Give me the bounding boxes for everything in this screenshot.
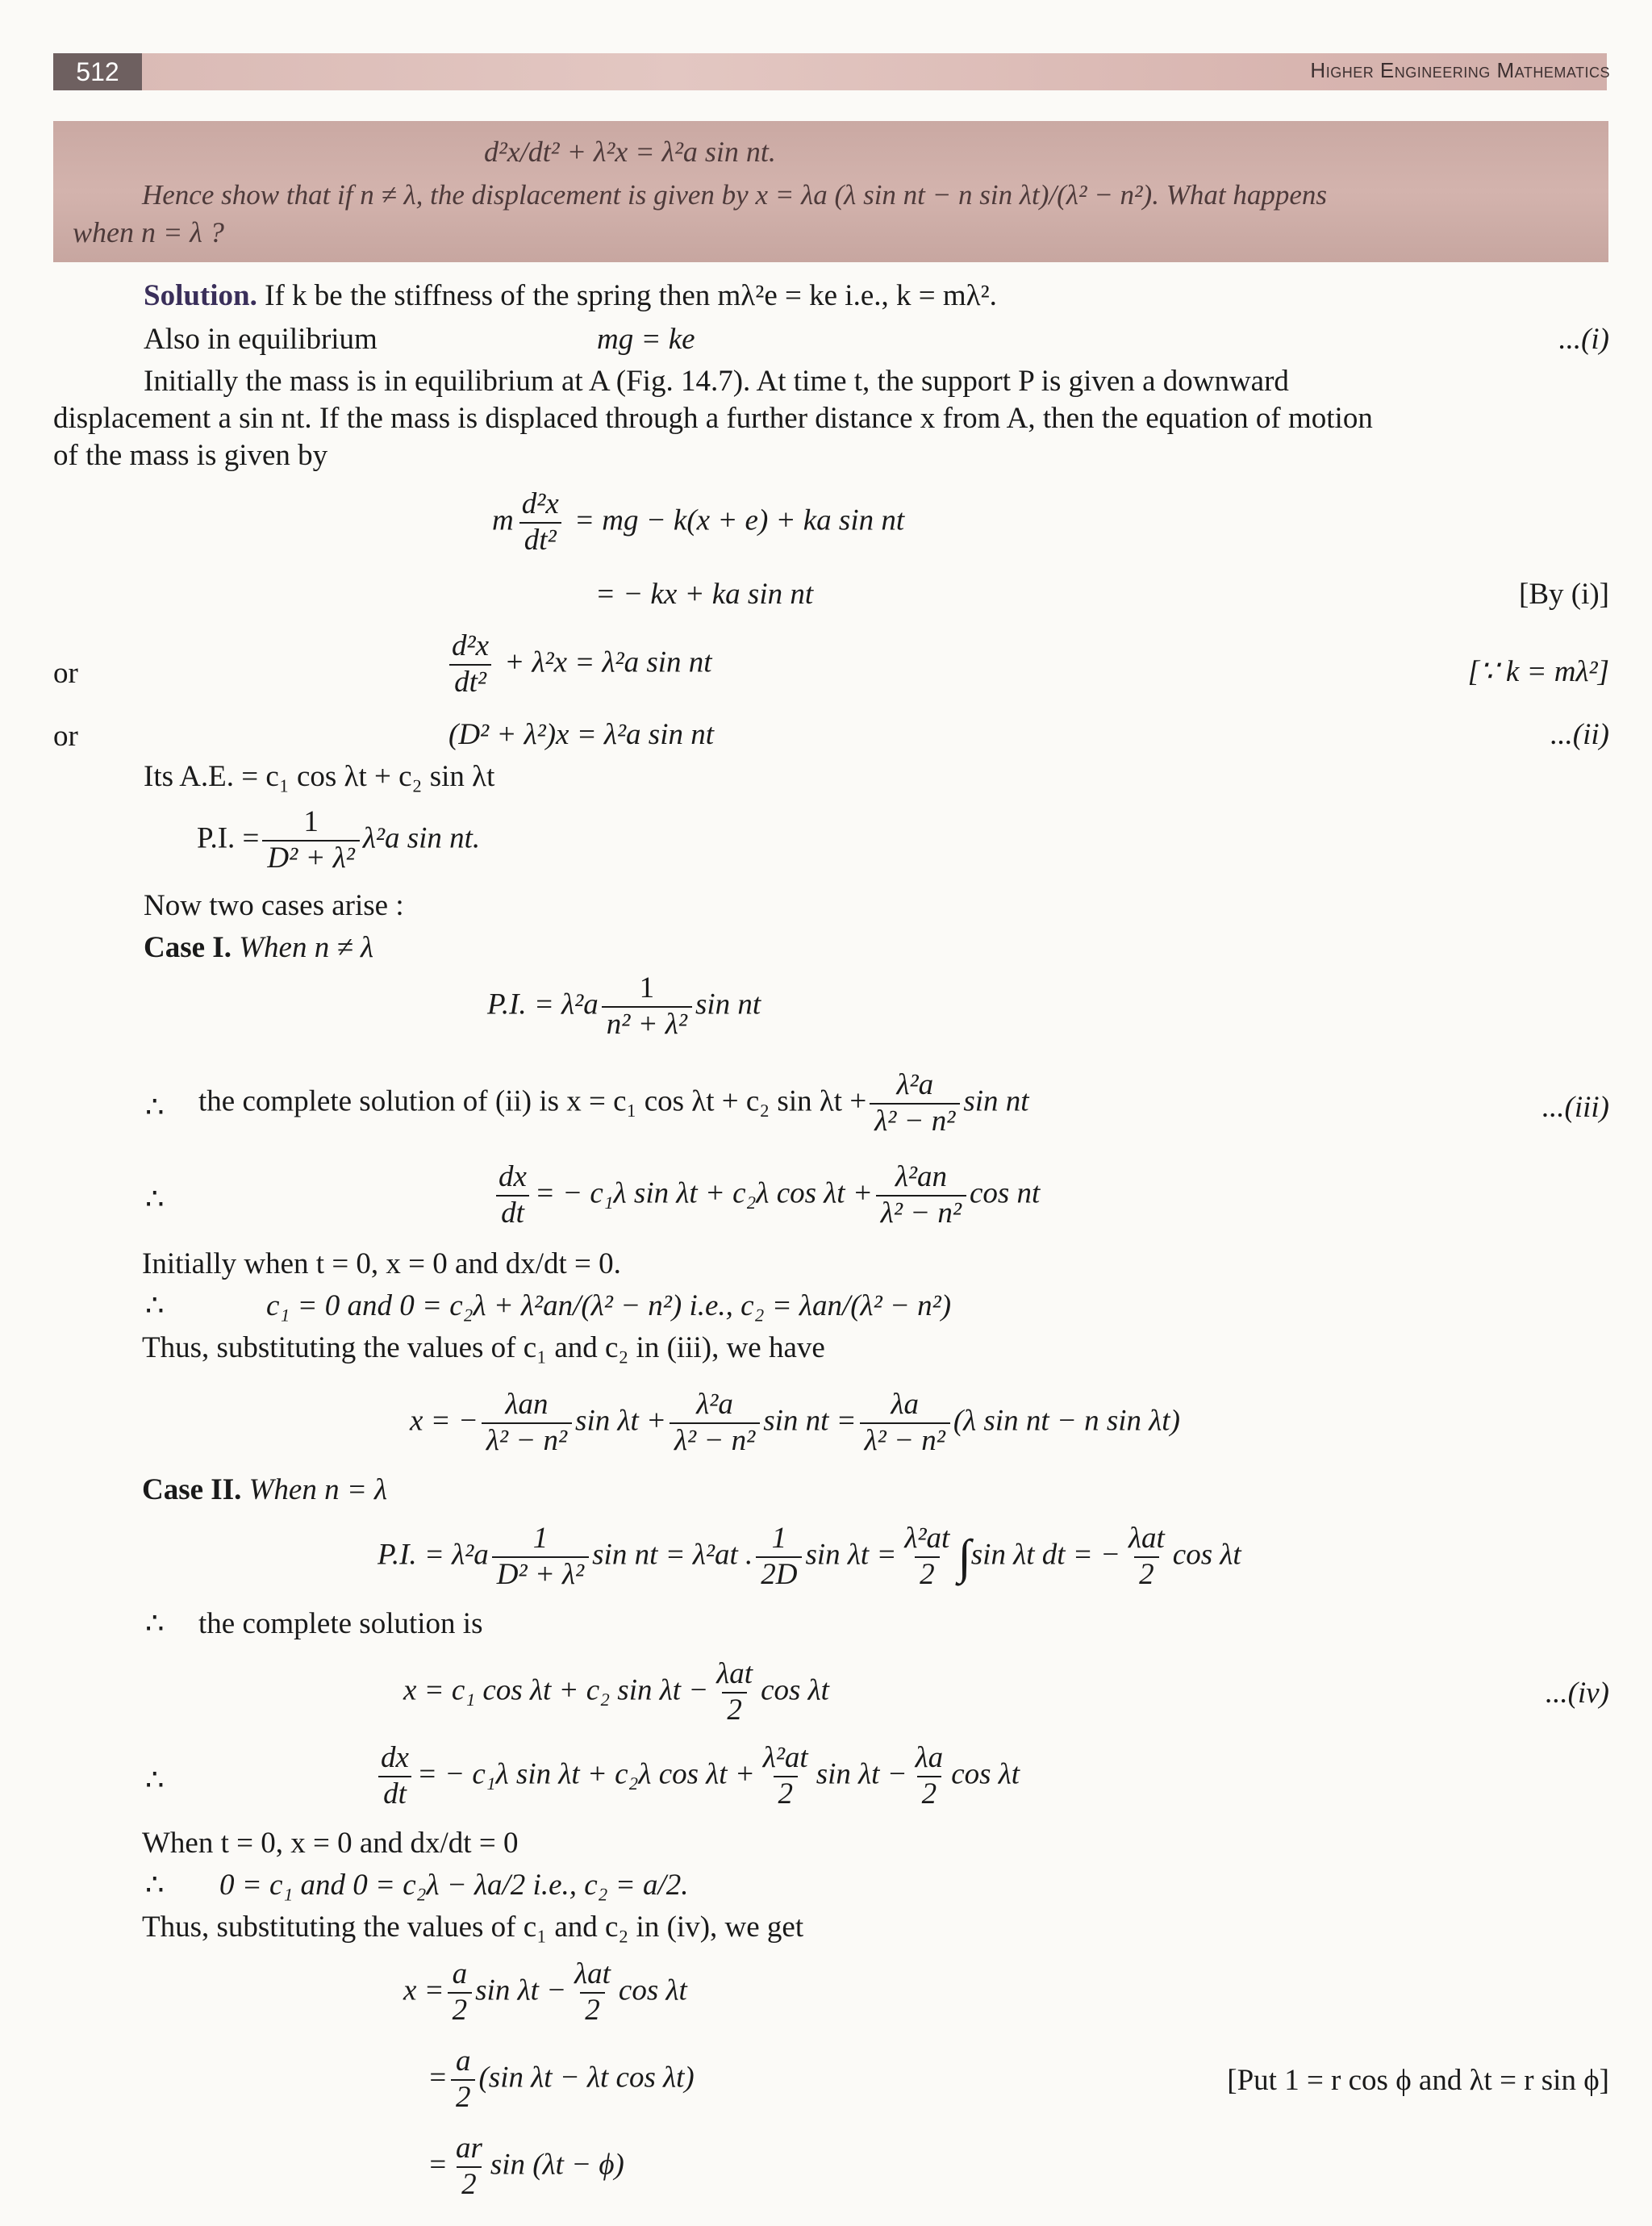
case-2-initial-conditions: When t = 0, x = 0 and dx/dt = 0 xyxy=(142,1827,519,1860)
case-2-final-line-2: = $\frac{a}{2}$ (sin λt − λt cos λt) xyxy=(428,2044,695,2114)
or-label-1: or xyxy=(53,657,78,690)
solution-line-2a: Also in equilibrium xyxy=(144,323,378,356)
solution-text-1: If k be the stiffness of the spring then mλ²e = ke i.e., k = mλ². xyxy=(265,279,997,312)
problem-text-line-3: when n = λ ? xyxy=(73,216,224,248)
case-1-heading: Case I. When n ≠ λ xyxy=(144,931,374,964)
solution-line-2b: mg = ke xyxy=(597,323,695,356)
case-2-complete-solution-label: the complete solution is xyxy=(198,1607,483,1640)
problem-equation: d²x/dt² + λ²x = λ²a sin nt. xyxy=(484,136,776,168)
case-2-final-line-3: = $\frac{ar}{2}$ sin (λt − ϕ) xyxy=(428,2132,624,2201)
eq-motion-line-1: m $\frac{\text{d²x}}{\text{dt²}}$ = mg − k(x + e) + ka sin nt xyxy=(492,487,905,557)
therefore-1: ∴ xyxy=(145,1091,165,1124)
or-label-2: or xyxy=(53,720,78,753)
solution-line-3: Initially the mass is in equilibrium at A (Fig. 14.7). At time t, the support P is given a downward xyxy=(144,365,1289,398)
case-1-pi: P.I. = λ²a $\frac{1}{\text{n² + λ²}}$ sin nt xyxy=(487,971,761,1041)
solution-line-5: of the mass is given by xyxy=(53,439,328,472)
equation-ref-i: ...(i) xyxy=(1558,323,1609,356)
therefore-2: ∴ xyxy=(145,1183,165,1216)
auxiliary-equation: Its A.E. = c₁ cos λt + c₂ sin λt xyxy=(144,760,495,793)
case-1-complete-solution: the complete solution of (ii) is x = c₁ cos λt + c₂ sin λt + $\frac{\text{λ²a}}{\text{λ² − n²}}$ sin nt xyxy=(198,1068,1029,1138)
case-1-substitution: Thus, substituting the values of c₁ and c₂ in (iii), we have xyxy=(142,1331,825,1364)
equation-ref-iv: ...(iv) xyxy=(1545,1677,1609,1710)
solution-line-1 xyxy=(144,279,997,314)
integral-sign: ∫ xyxy=(957,1530,971,1584)
cases-intro: Now two cases arise : xyxy=(144,889,404,922)
ref-by-i: [By (i)] xyxy=(1519,578,1609,611)
case-2-pi: P.I. = λ²a $\frac{1}{\text{D² + λ²}}$ sin nt = λ²at . $\frac{1}{2D}$ sin λt = $\frac{\text{λ²at}}{2}$ ∫sin λt dt = − $\frac{\text{λat}}{2}$ cos λt xyxy=(378,1522,1241,1591)
solution-label: Solution. xyxy=(144,279,257,312)
running-head: Higher Engineering Mathematics xyxy=(1310,58,1610,82)
case-1-derivative: $\frac{dx}{dt}$ = − c₁λ sin λt + c₂λ cos λt + $\frac{\text{λ²an}}{\text{λ² − n²}}$ cos nt xyxy=(490,1162,1040,1230)
case-2-x: x = c₁ cos λt + c₂ sin λt − $\frac{\text{λat}}{2}$ cos λt xyxy=(403,1657,829,1727)
polar-substitution-note: [Put 1 = r cos ϕ and λt = r sin ϕ] xyxy=(1227,2064,1609,2097)
equation-ref-iii: ...(iii) xyxy=(1541,1091,1609,1124)
eq-motion-line-2: = − kx + ka sin nt xyxy=(595,578,814,611)
ref-k: [∵ k = mλ²] xyxy=(1467,655,1609,688)
case-1-final-x: x = − $\frac{\text{λan}}{\text{λ² − n²}}$ sin λt + $\frac{\text{λ²a}}{\text{λ² − n²}}$ sin nt = $\frac{\lambda a}{\text{λ² − n²}}$ (λ sin nt − n sin λt) xyxy=(410,1388,1180,1457)
case-2-heading: Case II. When n = λ xyxy=(142,1473,388,1506)
therefore-4: ∴ xyxy=(145,1607,165,1640)
problem-text-line-2: Hence show that if n ≠ λ, the displacement is given by x = λa (λ sin nt − n sin λt)/(λ² − n²). What happens xyxy=(142,179,1327,211)
eq-motion-line-3: $\frac{\text{d²x}}{\text{dt²}}$ + λ²x = λ²a sin nt xyxy=(444,631,712,699)
case-1-initial-conditions: Initially when t = 0, x = 0 and dx/dt = 0. xyxy=(142,1247,621,1280)
equation-ref-ii: ...(ii) xyxy=(1550,718,1609,751)
therefore-3: ∴ xyxy=(145,1289,165,1322)
solution-line-4: displacement a sin nt. If the mass is displaced through a further distance x from A, then the equation of motion xyxy=(53,402,1373,435)
particular-integral-general: P.I. = $\frac{1}{\text{D² + λ²}}$ λ²a sin nt. xyxy=(197,805,481,875)
case-2-substitution: Thus, substituting the values of c₁ and c₂ in (iv), we get xyxy=(142,1911,804,1944)
therefore-6: ∴ xyxy=(145,1869,165,1902)
page-number: 512 xyxy=(53,53,142,90)
case-2-constants: 0 = c₁ and 0 = c₂λ − λa/2 i.e., c₂ = a/2. xyxy=(219,1869,689,1902)
eq-motion-line-4: (D² + λ²)x = λ²a sin nt xyxy=(448,718,715,751)
case-1-constants: c₁ = 0 and 0 = c₂λ + λ²an/(λ² − n²) i.e., c₂ = λan/(λ² − n²) xyxy=(266,1289,952,1322)
case-2-final-line-1: x = $\frac{a}{2}$ sin λt − $\frac{\text{λat}}{2}$ cos λt xyxy=(403,1957,687,2027)
case-2-derivative: $\frac{dx}{dt}$ = − c₁λ sin λt + c₂λ cos λt + $\frac{\text{λ²at}}{2}$ sin λt − $\frac{\lambda a}{2}$ cos λt xyxy=(373,1743,1020,1810)
therefore-5: ∴ xyxy=(145,1764,165,1797)
